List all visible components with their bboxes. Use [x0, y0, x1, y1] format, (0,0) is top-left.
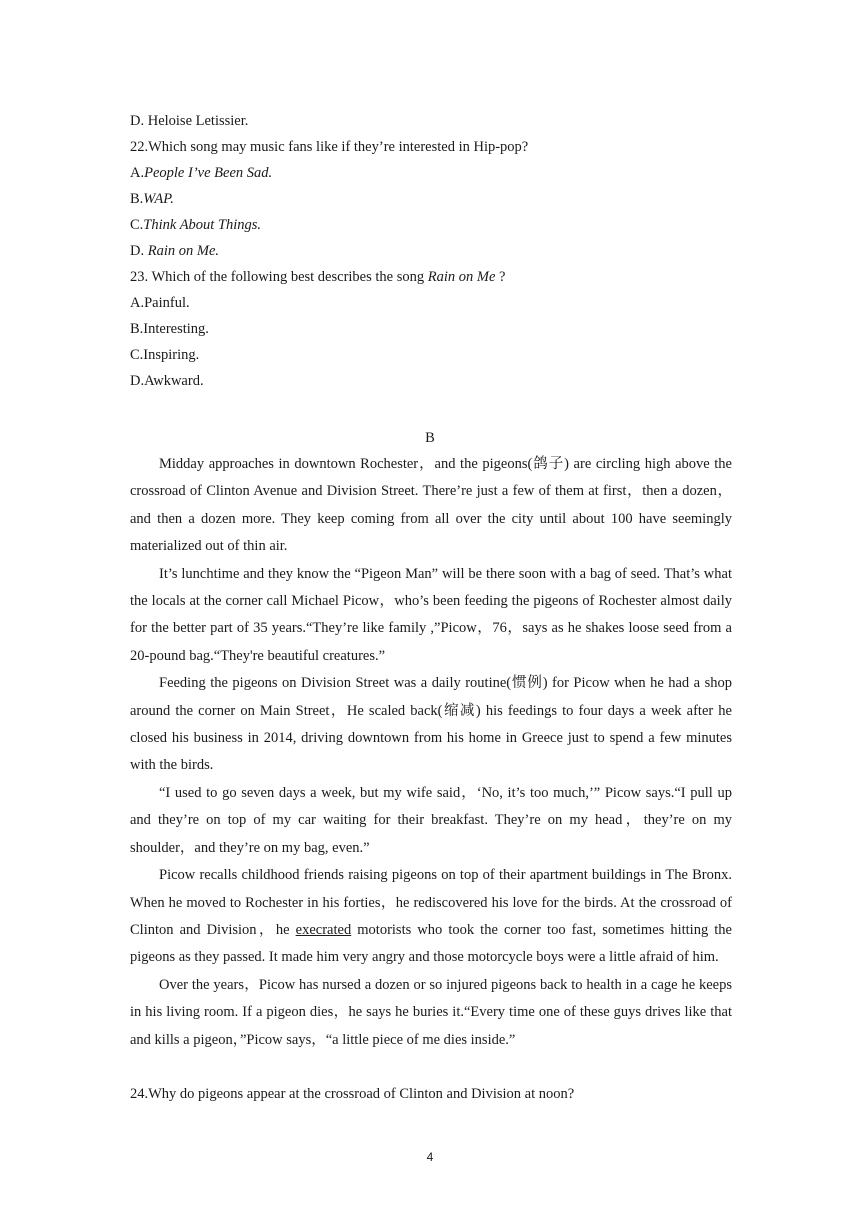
section-title: B	[425, 430, 435, 446]
q22-stem: 22.Which song may music fans like if they’re interested in Hip-pop?	[130, 139, 529, 155]
passage-paragraph: It’s lunchtime and they know the “Pigeon Man” will be there soon with a bag of seed. That’s what the locals at the corner call Michael Picow，who’s been feeding the pigeons of Rochester almost daily for the better part of 35 years.“They’re like family ,”Picow，76，says as he shakes loose seed from a 20-pound bag.“They're beautiful creatures.”	[130, 565, 732, 664]
option-letter: D.	[130, 243, 148, 259]
option-text: WAP.	[143, 191, 174, 207]
underlined-word: execrated	[295, 921, 352, 938]
passage-paragraph: “I used to go seven days a week, but my wife said，‘No, it’s too much,’” Picow says.“I pull up and they’re on top of my car waiting for their breakfast. They’re on my head，they’re on my shoulder，and they’re on my bag, even.”	[130, 784, 732, 856]
q23-option-b: B.Interesting.	[130, 321, 209, 337]
q23-stem-text: 23. Which of the following best describes the song	[130, 269, 428, 285]
q23-option-d: D.Awkward.	[130, 373, 204, 389]
option-text: Rain on Me.	[147, 243, 220, 259]
passage-paragraph: Midday approaches in downtown Rochester，and the pigeons(鸽子) are circling high above the crossroad of Clinton Avenue and Division Street. There’re just a few of them at first，then a dozen，and then a dozen more. They keep coming from all over the city until about 100 have seemingly materialized out of thin air.	[130, 456, 732, 555]
q24-stem: 24.Why do pigeons appear at the crossroad of Clinton and Division at noon?	[130, 1086, 575, 1102]
option-letter: A.	[130, 165, 145, 181]
q23-option-c: C.Inspiring.	[130, 347, 200, 363]
q22-option-b	[130, 186, 750, 212]
questions-top	[130, 108, 750, 394]
option-letter: B.	[130, 191, 144, 207]
option-text: People I’ve Been Sad.	[144, 165, 273, 181]
q22-option-a	[130, 160, 750, 186]
q21-option-d: D. Heloise Letissier.	[130, 113, 249, 129]
passage-paragraph	[130, 862, 732, 972]
q22-option-d	[130, 238, 750, 264]
page-number: 4	[426, 1150, 434, 1164]
q23-stem-end: ?	[495, 269, 506, 285]
q23-stem	[130, 264, 750, 290]
option-text: Think About Things.	[143, 217, 262, 233]
q23-option-a: A.Painful.	[130, 295, 190, 311]
paragraph-text: motorists who took the corner too fast, sometimes hitting the pigeons as they passed. It made him very angry and those motorcycle boys were a little afraid of him.	[130, 921, 732, 966]
passage-paragraph: Feeding the pigeons on Division Street was a daily routine(惯例) for Picow when he had a shop around the corner on Main Street，He scaled back(缩减) his feedings to four days a week after he closed his business in 2014, driving downtown from his home in Greece just to spend a few minutes with the birds.	[130, 675, 732, 774]
reading-passage	[130, 451, 732, 1054]
paragraph-text: Picow recalls childhood friends raising pigeons on top of their apartment buildings in The Bronx. When he moved to Rochester in his forties，he rediscovered his love for the birds. At the crossroad of Clinton and Division，he	[130, 867, 732, 938]
q23-song-title: Rain on Me	[427, 269, 496, 285]
q22-option-c	[130, 212, 750, 238]
passage-paragraph: Over the years，Picow has nursed a dozen or so injured pigeons back to health in a cage he keeps in his living room. If a pigeon dies，he says he buries it.“Every time one of these guys drives like that and kills a pigeon，”Picow says，“a little piece of me dies inside.”	[130, 976, 732, 1048]
option-letter: C.	[130, 217, 144, 233]
